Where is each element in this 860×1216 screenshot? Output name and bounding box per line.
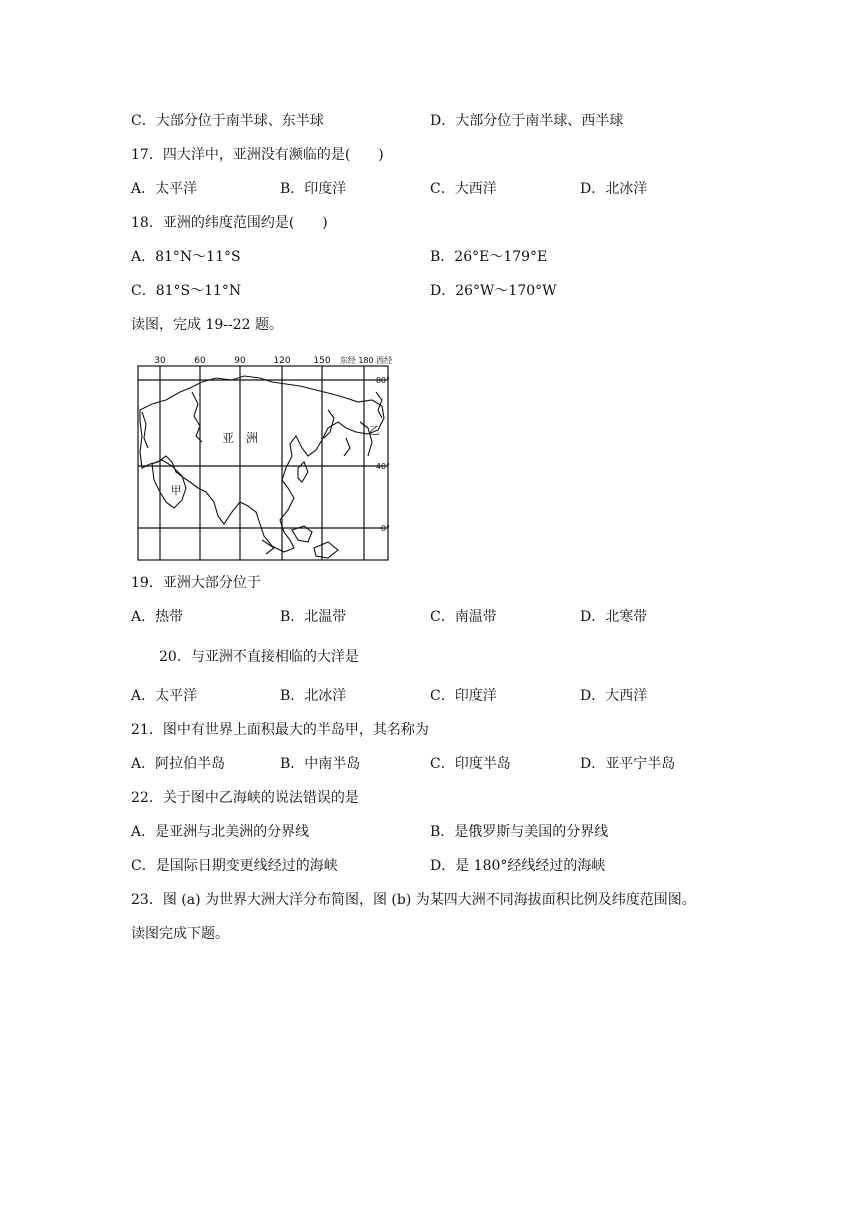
instruction-19-22: 读图，完成 19--22 题。 (131, 317, 283, 333)
map-landmass (140, 376, 384, 558)
q18-option-c: C．81°S～11°N (131, 283, 242, 299)
lat-label-40: 40° (375, 462, 390, 471)
q17-option-d: D．北冰洋 (580, 181, 648, 197)
asia-map-figure (132, 352, 392, 562)
q21-option-a: A．阿拉伯半岛 (131, 756, 226, 772)
lon-label-180: 东经 180 西经 (339, 356, 392, 365)
q23-stem: 23．图 (a) 为世界大洲大洋分布简图，图 (b) 为某四大洲不同海拔面积比例及纬度范围图。 (131, 892, 696, 908)
lon-label-60: 60 (194, 356, 206, 366)
q22-option-a: A．是亚洲与北美洲的分界线 (131, 824, 310, 840)
q16-option-c: C．大部分位于南半球、东半球 (131, 113, 324, 129)
lon-label-120: 120 (273, 356, 291, 366)
q19-option-c: C．南温带 (430, 609, 497, 625)
q21-stem: 21．图中有世界上面积最大的半岛甲，其名称为 (131, 722, 429, 738)
q20-option-b: B．北冰洋 (280, 688, 347, 704)
q20-option-d: D．大西洋 (580, 688, 648, 704)
q22-option-d: D．是 180°经线经过的海峡 (430, 858, 606, 874)
peninsula-label-jia: 甲 (170, 484, 182, 497)
q18-stem: 18．亚洲的纬度范围约是( ) (131, 215, 328, 231)
q18-option-a: A．81°N～11°S (131, 249, 241, 265)
lat-label-0: 0° (380, 524, 390, 533)
q17-stem: 17．四大洋中，亚洲没有濒临的是( ) (131, 147, 384, 163)
lon-label-90: 90 (234, 356, 246, 366)
map-top-labels (154, 355, 392, 366)
lat-label-80: 80° (375, 376, 390, 385)
q17-option-a: A．太平洋 (131, 181, 198, 197)
q19-option-d: D．北寒带 (580, 609, 648, 625)
strait-label-yi: 乙 (368, 424, 380, 437)
q20-option-c: C．印度洋 (430, 688, 497, 704)
q23-continuation: 读图完成下题。 (131, 926, 229, 942)
lon-label-150: 150 (313, 356, 331, 366)
q21-option-b: B．中南半岛 (280, 756, 361, 772)
q16-option-d: D．大部分位于南半球、西半球 (430, 113, 624, 129)
q19-option-b: B．北温带 (280, 609, 347, 625)
continent-label: 亚 洲 (221, 431, 259, 445)
q20-option-a: A．太平洋 (131, 688, 198, 704)
q18-option-d: D．26°W～170°W (430, 283, 557, 299)
q18-option-b: B．26°E～179°E (430, 249, 548, 265)
lon-label-30: 30 (154, 356, 166, 366)
q17-option-b: B．印度洋 (280, 181, 347, 197)
q19-option-a: A．热带 (131, 609, 184, 625)
q22-stem: 22．关于图中乙海峡的说法错误的是 (131, 790, 359, 806)
q17-option-c: C．大西洋 (430, 181, 497, 197)
q21-option-d: D．亚平宁半岛 (580, 756, 676, 772)
q22-option-b: B．是俄罗斯与美国的分界线 (430, 824, 609, 840)
q19-stem: 19．亚洲大部分位于 (131, 575, 261, 591)
q21-option-c: C．印度半岛 (430, 756, 511, 772)
q22-option-c: C．是国际日期变更线经过的海峡 (131, 858, 338, 874)
q20-stem: 20．与亚洲不直接相临的大洋是 (159, 649, 359, 665)
